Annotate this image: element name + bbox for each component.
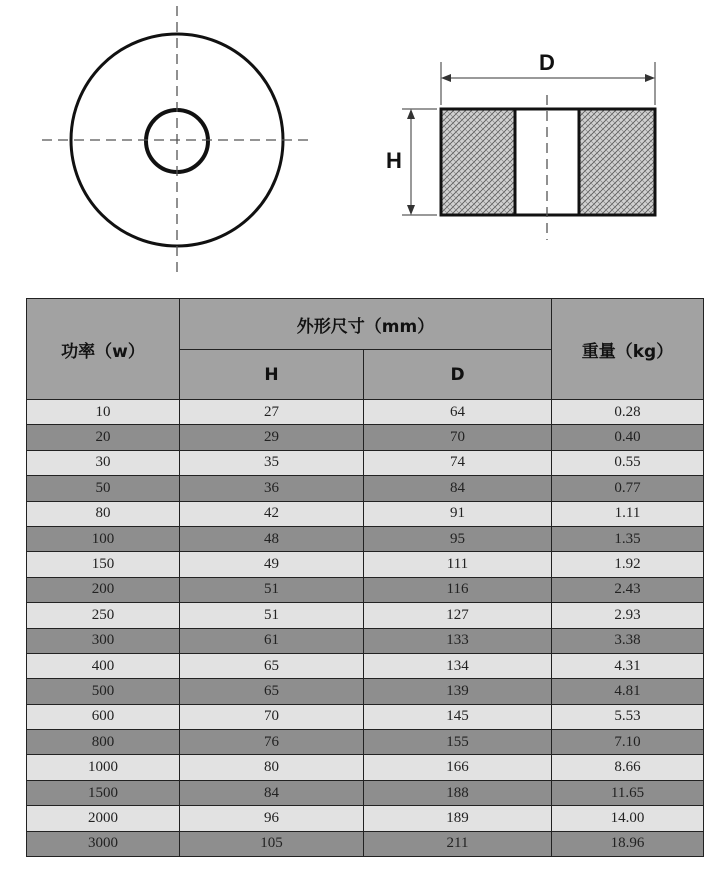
table-row — [27, 552, 704, 577]
cell-h: 76 — [180, 730, 364, 755]
cell-power: 250 — [27, 603, 180, 628]
table-row — [27, 450, 704, 475]
cell-weight: 0.40 — [552, 425, 704, 450]
spec-table — [26, 298, 704, 857]
cell-d: 189 — [364, 806, 552, 831]
cell-weight: 1.11 — [552, 501, 704, 526]
table-row — [27, 679, 704, 704]
cell-power: 100 — [27, 526, 180, 551]
cell-weight: 4.31 — [552, 653, 704, 678]
cell-weight: 5.53 — [552, 704, 704, 729]
header-h: H — [180, 350, 364, 400]
table-row — [27, 831, 704, 856]
cell-d: 70 — [364, 425, 552, 450]
cell-h: 48 — [180, 526, 364, 551]
cell-weight: 1.35 — [552, 526, 704, 551]
cell-h: 65 — [180, 679, 364, 704]
cell-weight: 1.92 — [552, 552, 704, 577]
d-arrow-left — [441, 74, 451, 82]
front-view — [42, 6, 312, 277]
cell-h: 51 — [180, 603, 364, 628]
d-arrow-right — [645, 74, 655, 82]
table-row — [27, 400, 704, 425]
cell-h: 96 — [180, 806, 364, 831]
cell-h: 80 — [180, 755, 364, 780]
cell-d: 211 — [364, 831, 552, 856]
cell-d: 111 — [364, 552, 552, 577]
cell-weight: 11.65 — [552, 780, 704, 805]
cell-h: 36 — [180, 476, 364, 501]
cell-d: 145 — [364, 704, 552, 729]
table-row — [27, 755, 704, 780]
cell-d: 155 — [364, 730, 552, 755]
cell-h: 105 — [180, 831, 364, 856]
cell-d: 84 — [364, 476, 552, 501]
table-row — [27, 577, 704, 602]
table-row — [27, 730, 704, 755]
cell-power: 800 — [27, 730, 180, 755]
header-weight: 重量（kg） — [552, 299, 704, 400]
cell-power: 80 — [27, 501, 180, 526]
cell-power: 10 — [27, 400, 180, 425]
cell-d: 134 — [364, 653, 552, 678]
table-row — [27, 603, 704, 628]
table-row — [27, 628, 704, 653]
cell-h: 49 — [180, 552, 364, 577]
cell-power: 400 — [27, 653, 180, 678]
right-hatched-block — [579, 109, 655, 215]
cell-power: 1000 — [27, 755, 180, 780]
cell-weight: 0.77 — [552, 476, 704, 501]
cell-weight: 4.81 — [552, 679, 704, 704]
table-row — [27, 704, 704, 729]
cell-power: 3000 — [27, 831, 180, 856]
cell-d: 139 — [364, 679, 552, 704]
cell-power: 300 — [27, 628, 180, 653]
cell-d: 91 — [364, 501, 552, 526]
cell-d: 133 — [364, 628, 552, 653]
table-row — [27, 501, 704, 526]
cell-h: 27 — [180, 400, 364, 425]
cell-weight: 2.93 — [552, 603, 704, 628]
cell-weight: 18.96 — [552, 831, 704, 856]
cell-h: 35 — [180, 450, 364, 475]
cell-d: 188 — [364, 780, 552, 805]
side-view — [386, 50, 655, 240]
cell-weight: 0.28 — [552, 400, 704, 425]
header-power: 功率（w） — [27, 299, 180, 400]
table-row — [27, 780, 704, 805]
cell-d: 116 — [364, 577, 552, 602]
cell-power: 600 — [27, 704, 180, 729]
cell-h: 42 — [180, 501, 364, 526]
table-row — [27, 476, 704, 501]
cell-power: 1500 — [27, 780, 180, 805]
cell-h: 51 — [180, 577, 364, 602]
cell-weight: 3.38 — [552, 628, 704, 653]
cell-d: 166 — [364, 755, 552, 780]
cell-weight: 7.10 — [552, 730, 704, 755]
cell-power: 150 — [27, 552, 180, 577]
cell-power: 20 — [27, 425, 180, 450]
cell-d: 127 — [364, 603, 552, 628]
cell-weight: 8.66 — [552, 755, 704, 780]
table-row — [27, 653, 704, 678]
header-dimensions: 外形尺寸（mm） — [180, 299, 552, 350]
cell-h: 70 — [180, 704, 364, 729]
cell-h: 84 — [180, 780, 364, 805]
cell-power: 2000 — [27, 806, 180, 831]
h-label: H — [386, 148, 402, 173]
cell-weight: 2.43 — [552, 577, 704, 602]
cell-h: 61 — [180, 628, 364, 653]
cell-d: 74 — [364, 450, 552, 475]
table-row — [27, 425, 704, 450]
cell-weight: 14.00 — [552, 806, 704, 831]
h-arrow-bottom — [407, 205, 415, 215]
table-row — [27, 526, 704, 551]
cell-power: 500 — [27, 679, 180, 704]
cell-power: 30 — [27, 450, 180, 475]
d-label: D — [539, 50, 555, 75]
technical-drawing — [0, 0, 720, 290]
table-body — [27, 400, 704, 857]
cell-weight: 0.55 — [552, 450, 704, 475]
left-hatched-block — [441, 109, 515, 215]
cell-power: 50 — [27, 476, 180, 501]
h-arrow-top — [407, 109, 415, 119]
table-row — [27, 806, 704, 831]
header-d: D — [364, 350, 552, 400]
cell-h: 65 — [180, 653, 364, 678]
cell-h: 29 — [180, 425, 364, 450]
cell-d: 64 — [364, 400, 552, 425]
cell-d: 95 — [364, 526, 552, 551]
cell-power: 200 — [27, 577, 180, 602]
